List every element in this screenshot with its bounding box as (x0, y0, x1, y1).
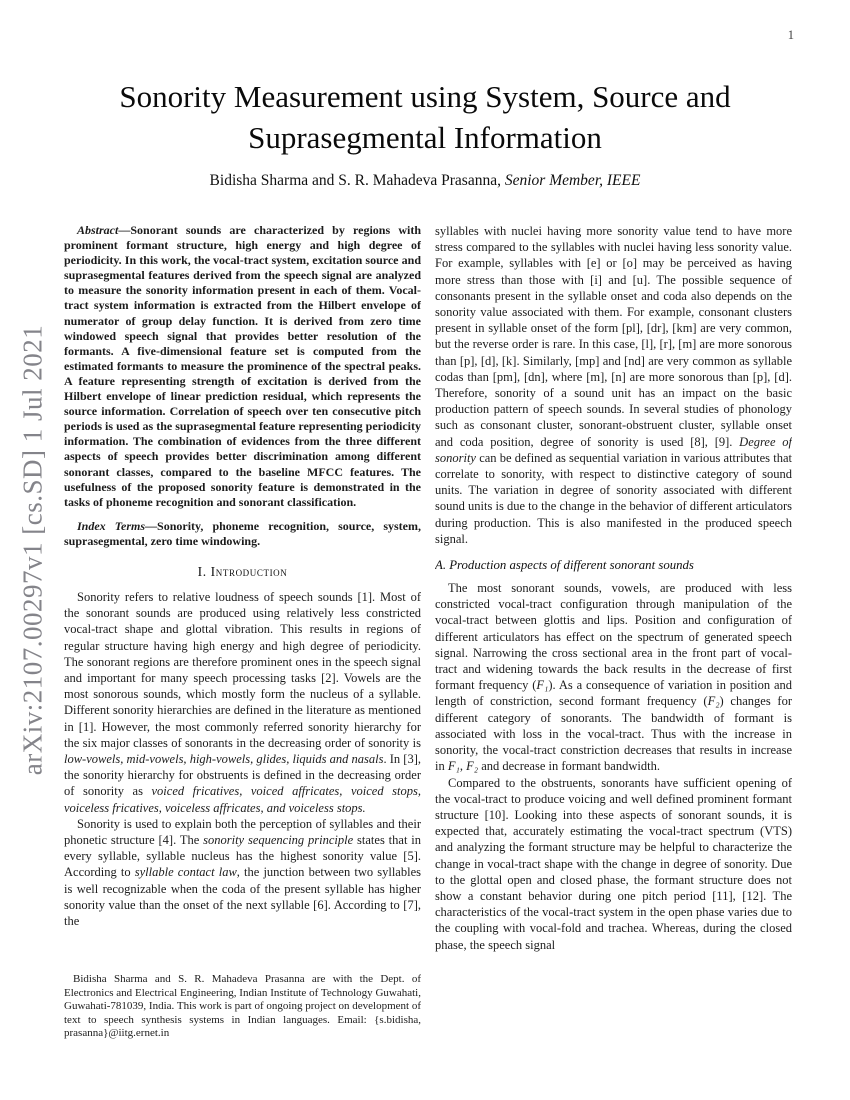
sonority-sequencing-italic: sonority sequencing principle (203, 833, 354, 848)
author-membership: Senior Member, IEEE (504, 172, 641, 189)
intro-p2-run: , the junction between two syllables is well recognizable when the coda of the present syllable has higher sonority value than the onset of the next syllable [6]. According to [7], the (64, 865, 421, 929)
obstruent-hierarchy-italic: voiced fricatives, voiced affricates, voiced stops, voiceless fricatives, voiceless affricates, and voiceless stops. (64, 784, 421, 815)
paper-authors (0, 172, 850, 190)
index-terms-text: —Sonority, phoneme recognition, source, system, suprasegmental, zero time windowing. (64, 518, 421, 548)
paper-title (0, 76, 850, 158)
intro-paragraph-3-continuation (435, 223, 792, 547)
intro-paragraph-1 (64, 589, 421, 816)
index-terms-paragraph (64, 519, 421, 549)
subsection-a-paragraph-2: Compared to the obstruents, sonorants have sufficient opening of the vocal-tract to produce voicing and well defined prominent formant structure [10]. Looking into these aspects of sonorant sounds, it is expected that, accurately estimating the vocal-tract spectrum (VTS) and analyzing the formant structure may be helpful to characterize the change in vocal-tract shape with the change in degree of sonority. Due to the glottal open and closed phase, the formant structure does not show a constant behavior during one pitch period [11], [12]. The characteristics of the vocal-tract system in the open phase varies due to the coupling with vocal-fold and trachea. Whereas, during the closed phase, the speech signal (435, 775, 792, 952)
f1-symbol: F₁ (447, 759, 460, 774)
sub-a-p1-run: , (459, 759, 467, 774)
subsection-a-paragraph-1 (435, 580, 792, 774)
page-number: 1 (787, 28, 794, 42)
section-heading-introduction: I. Introduction (197, 563, 288, 579)
f1-symbol: F₁ (536, 678, 549, 693)
intro-paragraph-2 (64, 816, 421, 929)
abstract-label: Abstract (77, 223, 119, 237)
intro-p1-run: . In [3], the sonority hierarchy for obstruents is defined in the decreasing order of sonority as (64, 752, 421, 799)
intro-p2-run: states that in every syllable, syllable nucleus has the highest sonority value [5]. According to (64, 833, 421, 880)
sub-a-p1-run: ) changes for different category of sonorants. The bandwidth of formant is associated with loss in the vocal-tract. Thus with the increase in sonority, the vocal-tract constriction decreases that results in increase in (435, 694, 792, 774)
left-column (64, 223, 421, 1052)
sub-a-p1-run: and decrease in formant bandwidth. (478, 759, 660, 774)
abstract-text: —Sonorant sounds are characterized by regions with prominent formant structure, high energy and high degree of periodicity. In this work, the vocal-tract system, excitation source and suprasegmental features derived from the speech signal are analyzed to measure the sonority information present in each of them. Vocal-tract system information is extracted from the Hilbert envelope of numerator of group delay function. It is derived from zero time windowed speech signal that provides better resolution of the formants. A five-dimensional feature set is computed from the estimated formants to measure the prominence of the spectral peaks. A feature representing strength of excitation is derived from the Hilbert envelope of linear prediction residual, which represents the source information. Correlation of speech over ten consecutive pitch periods is used as the suprasegmental feature representing periodicity information. The combination of evidences from the three different aspects of speech provides better discrimination among different sonorant classes, compared to the baseline MFCC features. The usefulness of the proposed sonority feature is demonstrated in the tasks of phoneme recognition and sonorant classification. (64, 223, 421, 509)
syllable-contact-law-italic: syllable contact law (134, 865, 237, 880)
abstract-paragraph (64, 223, 421, 510)
intro-p3-run: syllables with nuclei having more sonority value tend to have more stress compared to the syllables with nuclei having less sonority value. For example, syllables with [e] or [o] may be perceived as having more stress than those with [i] and [u]. The possible sequence of consonants present in the syllable onset and coda also depends on the sonority value associated with them. For example, consonant clusters present in syllable onset of the form [pl], [dr], [km] are very common, but the reverse order is rare. In this case, [l], [r], [m] are more sonorous than [p], [d], [k]. Similarly, [mp] and [nd] are very common as syllable codas than [pm], [dn], where [m], [n] are more sonorous than [p], [d]. Therefore, sonority of a sound unit has an impact on the basic production pattern of speech sounds. In several studies of phonology such as consonant cluster, sonorant-obstruent cluster, syllable onset and coda position, degree of sonority is used [8], [9]. (435, 224, 792, 449)
author-names: Bidisha Sharma and S. R. Mahadeva Prasanna, (209, 172, 505, 189)
f2-symbol: F₂ (707, 694, 720, 709)
f2-symbol: F₂ (466, 759, 479, 774)
intro-p1-run: Sonority refers to relative loudness of speech sounds [1]. Most of the sonorant sounds are produced using relatively less constricted vocal-tract shape and glottal vibration. This results in regions of regular structure having high energy and high degree of periodicity. The sonorant regions are therefore prominent ones in the speech signal and important for many speech processing tasks [2]. Vowels are the most sonorous sounds, which mostly form the nucleus of a syllable. Different sonority hierarchies are defined in the literature as mentioned in [1]. However, the most commonly referred sonority hierarchy for the six major classes of sonorants in the decreasing order of sonority is (64, 589, 421, 750)
title-line-2: Suprasegmental Information (248, 120, 602, 155)
subsection-heading-a: A. Production aspects of different sonorant sounds (435, 558, 694, 573)
title-line-1: Sonority Measurement using System, Source and (119, 79, 731, 114)
author-footnote: Bidisha Sharma and S. R. Mahadeva Prasanna are with the Dept. of Electronics and Electrical Engineering, Indian Institute of Technology Guwahati, Guwahati-781039, India. This work is part of ongoing project on development of text to speech synthesis systems in Indian languages. Email: {s.bidisha, prasanna}@iitg.ernet.in (64, 973, 421, 1040)
intro-p3-run: can be defined as sequential variation in various attributes that correlate to sonority, with respect to distinctive category of sound units. The variation in degree of sonority associated with different sound units is due to the change in the behavior of different articulators during production. This is also manifested in the produced speech signal. (435, 450, 792, 546)
paper-header (0, 76, 850, 190)
intro-p2-run: Sonority is used to explain both the perception of syllables and their phonetic structure [4]. The (64, 816, 421, 848)
sub-a-p1-run: ). As a consequence of variation in position and length of constriction, second formant frequency ( (435, 678, 792, 709)
arxiv-watermark: arXiv:2107.00297v1 [cs.SD] 1 Jul 2021 (17, 324, 48, 776)
index-terms-label: Index Terms (77, 518, 146, 533)
degree-of-sonority-italic: Degree of sonority (435, 434, 792, 465)
sub-a-p1-run: The most sonorant sounds, vowels, are produced with less constricted vocal-tract configuration through manipulation of the vocal-tract between glottis and lips. Position and configuration of different articulators has effect on the spectrum of generated speech signal. Narrowing the cross sectional area in the front part of vocal-tract and widening towards the back results in the decrease of first formant frequency ( (435, 581, 792, 693)
two-column-body (64, 223, 792, 1052)
sonority-hierarchy-italic: low-vowels, mid-vowels, high-vowels, glides, liquids and nasals (64, 752, 384, 766)
right-column (435, 223, 792, 1052)
